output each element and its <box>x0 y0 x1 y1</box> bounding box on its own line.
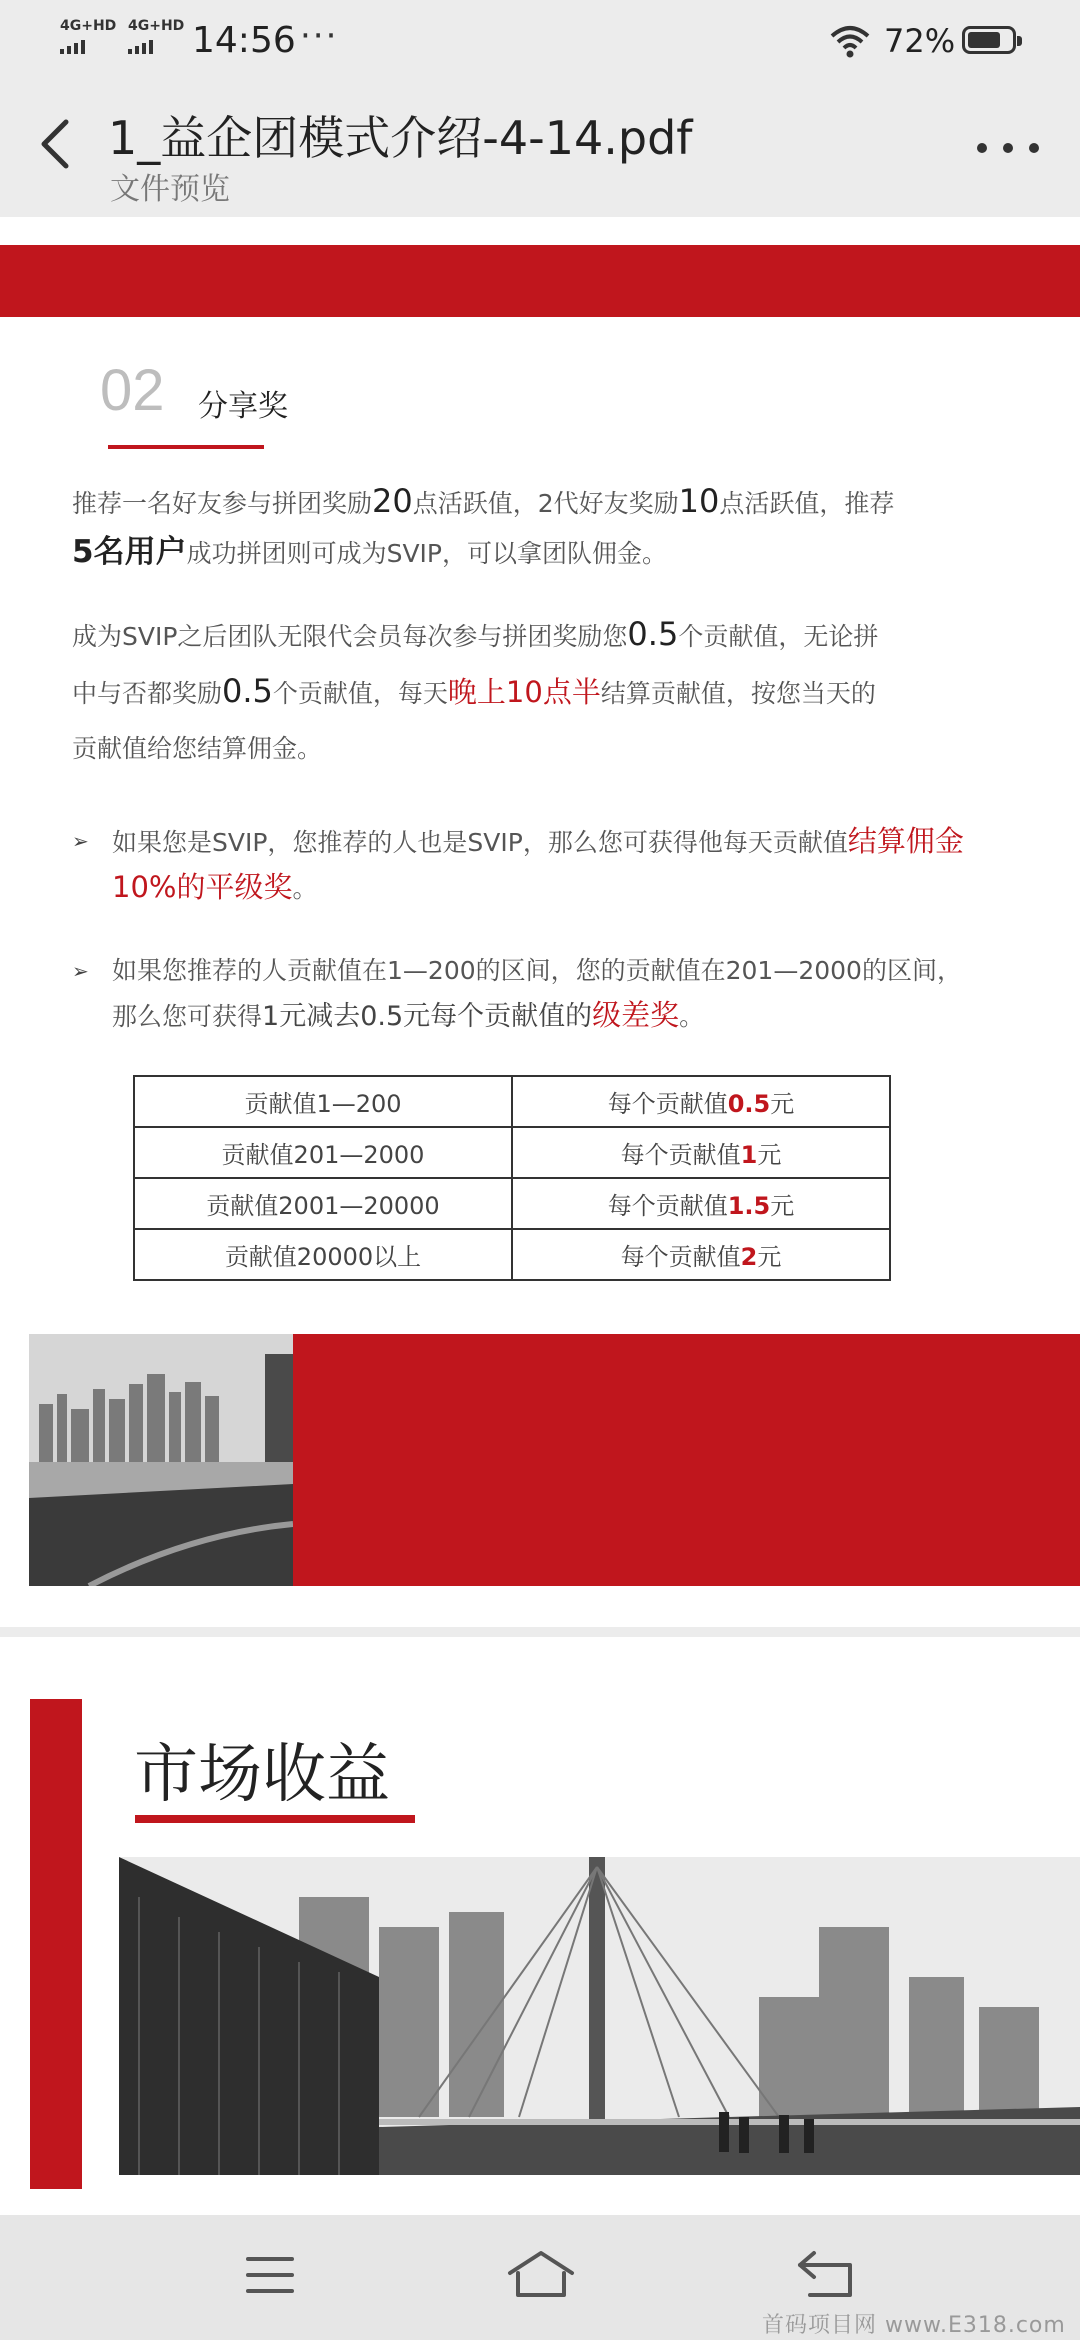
text: 如果您推荐的人贡献值在1—200的区间，您的贡献值在201—2000的区间，那么您可获得 <box>112 956 962 1031</box>
section-underline <box>108 445 264 449</box>
menu-button[interactable] <box>244 2253 296 2297</box>
text: 推荐一名好友参与拼团奖励 <box>72 489 373 518</box>
text: 每个贡献值 <box>607 1090 728 1118</box>
back-nav-button[interactable] <box>794 2249 856 2299</box>
table-cell-range: 贡献值20000以上 <box>134 1229 512 1280</box>
more-options-button[interactable] <box>970 136 1050 160</box>
table-cell-rate <box>512 1127 890 1178</box>
text: 每个贡献值 <box>607 1192 728 1220</box>
table-row <box>134 1127 890 1178</box>
rate-amount: 2 <box>740 1243 758 1271</box>
page-title: 市场收益 <box>134 1738 390 1812</box>
text: 。 <box>292 874 318 903</box>
signal-icon <box>128 38 153 54</box>
table-row <box>134 1229 890 1280</box>
text: 元 <box>770 1090 795 1118</box>
status-bar <box>0 0 1080 84</box>
return-icon <box>800 2253 850 2295</box>
document-subtitle: 文件预览 <box>110 172 230 207</box>
text: 成功拼团则可成为SVIP，可以拿团队佣金。 <box>186 539 667 568</box>
network-label-1: 4G+HD <box>60 18 117 34</box>
section-title: 分享奖 <box>198 389 288 424</box>
text: 个贡献值，每天 <box>272 679 448 708</box>
text: 个贡献值，无论拼 <box>678 622 879 651</box>
signal-icon <box>60 38 85 54</box>
bridge-city-photo <box>119 1857 1080 2175</box>
highlight-red-text: 级差奖 <box>592 998 680 1032</box>
table-cell-range: 贡献值2001—20000 <box>134 1178 512 1229</box>
app-header <box>0 84 1080 210</box>
bridge-city-image <box>119 1857 1080 2175</box>
clock: 14:56 <box>192 20 296 61</box>
table-row <box>134 1178 890 1229</box>
home-icon <box>510 2253 572 2295</box>
highlight-number: 0.5 <box>627 615 679 653</box>
text: 元 <box>770 1192 795 1220</box>
more-notifications-icon: ··· <box>300 16 339 56</box>
table-row <box>134 1076 890 1127</box>
battery-icon <box>962 26 1016 54</box>
pdf-page-2[interactable] <box>0 1637 1080 2215</box>
contribution-rate-table <box>133 1075 891 1281</box>
table-cell-range: 贡献值201—2000 <box>134 1127 512 1178</box>
chevron-left-icon <box>44 122 66 166</box>
text: 中与否都奖励 <box>72 679 223 708</box>
table-cell-rate <box>512 1178 890 1229</box>
watermark: 首码项目网 www.E318.com <box>762 2313 1066 2338</box>
city-skyline-image <box>29 1334 293 1586</box>
bullet-item-peer-bonus <box>72 819 972 909</box>
highlight-number: 10 <box>678 482 720 520</box>
home-button[interactable] <box>506 2249 576 2299</box>
decorative-red-sidebar <box>30 1699 82 2189</box>
text: 。 <box>679 1002 705 1031</box>
hamburger-menu-icon <box>248 2259 292 2291</box>
back-button[interactable] <box>30 114 80 174</box>
highlight-text: 5名用户 <box>72 534 187 570</box>
network-label-2: 4G+HD <box>128 18 185 34</box>
highlight-number: 20 <box>372 482 413 520</box>
decorative-red-block <box>293 1334 1080 1586</box>
document-title: 1_益企团模式介绍-4-14.pdf <box>108 111 693 165</box>
city-skyline-photo <box>29 1334 293 1586</box>
table-cell-rate <box>512 1076 890 1127</box>
bullet-item-tier-bonus <box>72 949 972 1039</box>
rate-amount: 1.5 <box>727 1192 771 1220</box>
text: 贡献值给您结算佣金。 <box>72 734 323 763</box>
paragraph-svip <box>72 607 972 776</box>
rate-amount: 0.5 <box>727 1090 771 1118</box>
text: 每个贡献值 <box>620 1243 741 1271</box>
text: 每个贡献值 <box>620 1141 741 1169</box>
text: 元 <box>757 1141 782 1169</box>
pdf-page-1[interactable] <box>0 217 1080 1627</box>
wifi-icon <box>830 24 870 58</box>
text: 点活跃值，2代好友奖励 <box>412 489 679 518</box>
more-horizontal-icon <box>977 143 1039 153</box>
rate-amount: 1 <box>740 1141 758 1169</box>
section-number: 02 <box>100 358 165 423</box>
text: 1元减去0.5元每个贡献值的 <box>262 1001 593 1032</box>
bullet-arrow-icon: ➢ <box>72 959 89 983</box>
title-underline <box>135 1815 415 1823</box>
bullet-arrow-icon: ➢ <box>72 829 89 853</box>
decorative-red-band <box>0 245 1080 317</box>
text: 点活跃值，推荐 <box>719 489 895 518</box>
text: 如果您是SVIP，您推荐的人也是SVIP，那么您可获得他每天贡献值 <box>112 828 848 857</box>
highlight-red-text: 晚上10点半 <box>447 675 601 709</box>
table-cell-rate <box>512 1229 890 1280</box>
battery-percentage: 72% <box>884 22 956 60</box>
text: 成为SVIP之后团队无限代会员每次参与拼团奖励您 <box>72 622 628 651</box>
paragraph-referral <box>72 477 972 578</box>
table-cell-range: 贡献值1—200 <box>134 1076 512 1127</box>
text: 元 <box>757 1243 782 1271</box>
highlight-red-text: 结算佣金10%的平级奖 <box>112 824 964 904</box>
text: 结算贡献值，按您当天的 <box>600 679 876 708</box>
highlight-number: 0.5 <box>222 672 273 710</box>
